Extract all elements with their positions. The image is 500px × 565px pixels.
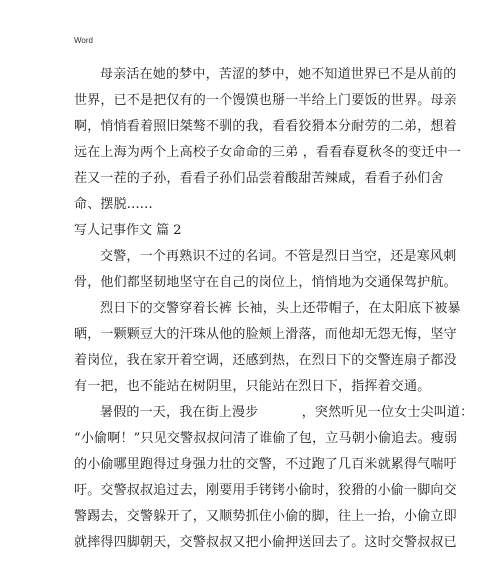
text-line: 世界，已不是把仅有的一个馒馍也掰一半给上门要饭的世界。母亲 [74,93,457,108]
text-line: 命、摆脱...... [74,197,153,212]
text-line: 骨，他们都坚韧地坚守在自己的岗位上，悄悄地为交通保驾护航。 [74,275,457,290]
paragraph-1 [74,62,462,218]
text-line: 有一把，也不能站在树阴里，只能站在烈日下，指挥着交通。 [74,379,431,394]
text-line: 的小偷哪里跑得过身强力壮的交警，不过跑了几百米就累得气喘吁 [74,457,457,472]
text-line: 警踢去，交警躲开了，又顺势抓住小偷的脚，往上一抬，小偷立即 [74,509,457,524]
text-line: 啊，悄悄看着照旧桀骜不驯的我，看看狡猾本分耐劳的二弟，想着 [74,119,457,134]
text-line: 远在上海为两个上高校子女命命的三弟 ，看看春夏秋冬的变迁中一 [74,145,462,160]
text-line: 暑假的一天，我在街上漫步 ，突然听见一位女士尖叫道： [100,405,474,420]
text-line: “小偷啊！”只见交警叔叔问清了谁偷了包，立马朝小偷追去。瘦弱 [74,431,458,446]
paragraph-3 [74,296,461,400]
app-label: Word [74,36,93,45]
document-body [74,62,474,556]
text-line: 交警，一个再熟识不过的名词。不管是烈日当空，还是寒风刺 [100,249,457,264]
text-line: 烈日下的交警穿着长裤 长袖，头上还带帽子，在太阳底下被暴 [100,301,461,316]
text-line: 晒，一颗颗豆大的汗珠从他的脸颊上滑落，而他却无怨无悔，坚守 [74,327,457,342]
paragraph-2 [74,244,457,296]
text-line: 母亲活在她的梦中，苦涩的梦中，她不知道世界已不是从前的 [100,67,457,82]
text-line: 吁。交警叔叔追过去，刚要用手铐铐小偷时，狡猾的小偷一脚向交 [74,483,457,498]
text-line: 着岗位，我在家开着空调，还感到热，在烈日下的交警连扇子都没 [74,353,457,368]
section-heading: 写人记事作文 篇 2 [74,223,182,238]
text-line: 就摔得四脚朝天，交警叔叔又把小偷押送回去了。这时交警叔叔已 [74,535,457,550]
paragraph-4 [74,400,474,556]
text-line: 茬又一茬的子孙，看看子孙们品尝着酸甜苦辣咸，看看子孙们舍 [74,171,444,186]
